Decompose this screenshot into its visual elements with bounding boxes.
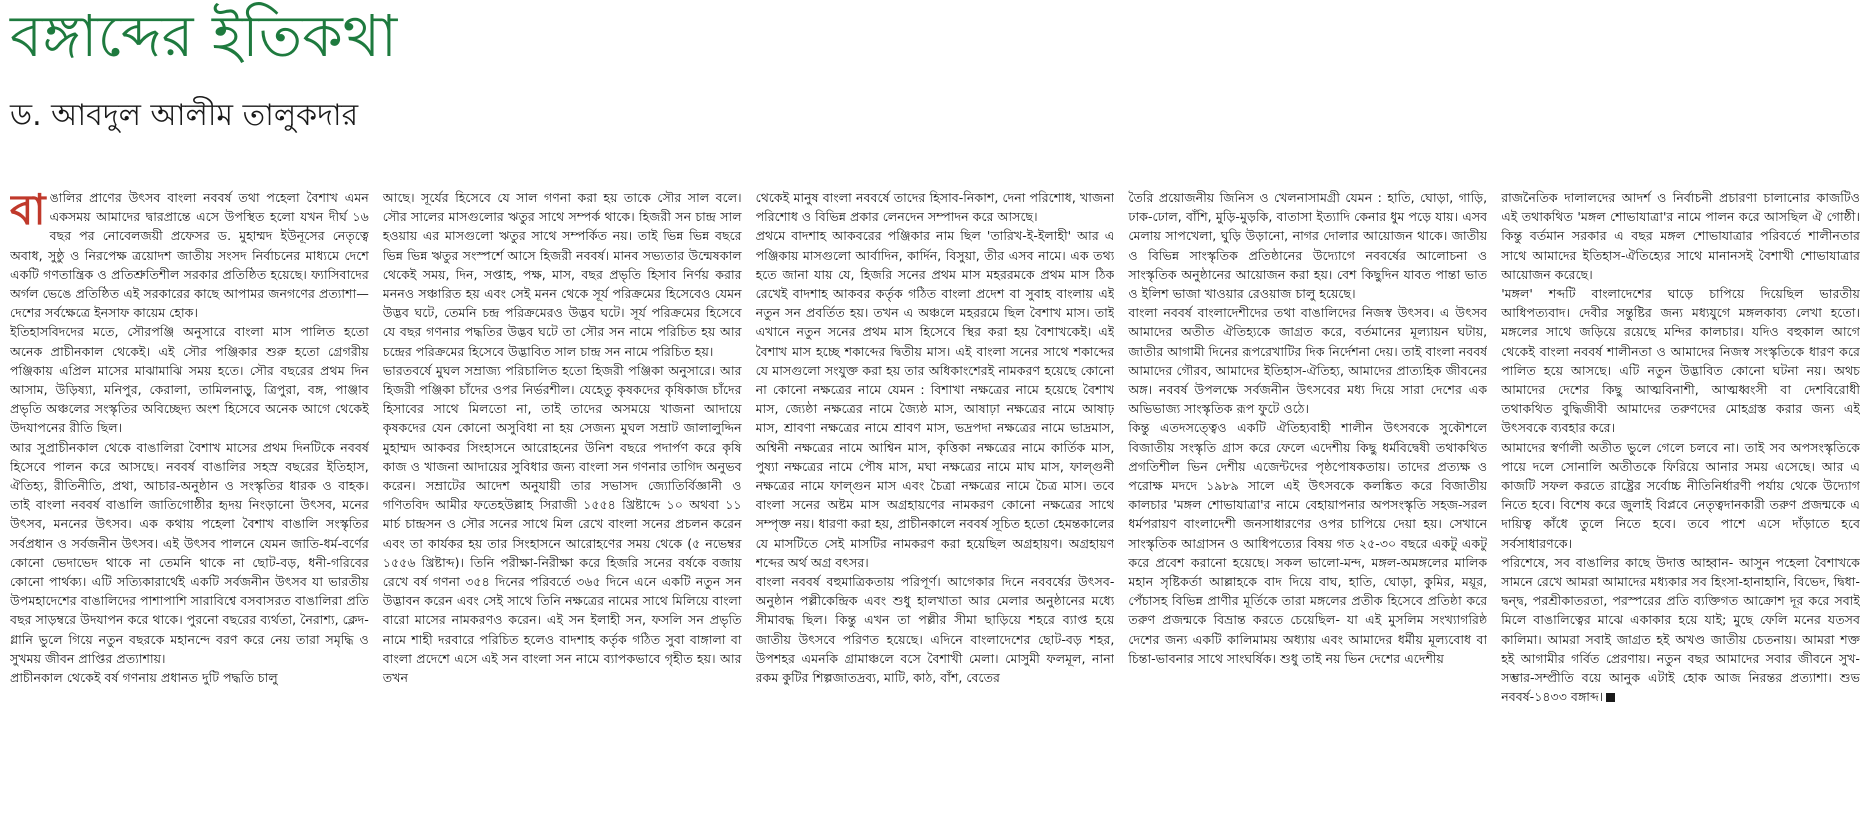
author-byline: ড. আবদুল আলীম তালুকদার <box>10 98 359 133</box>
paragraph <box>10 188 369 322</box>
paragraph: কিন্তু এতদসত্ত্বেও একটি ঐতিহ্যবাহী শালীন উৎসবকে সুকৌশলে বিজাতীয় সংস্কৃতি গ্রাস করে ফেলে এদেশীয় কিছু ধর্মবিদ্বেষী তথাকথিত প্রগতিশীল ভিন দেশীয় এজেন্টদের পৃষ্ঠপোষকতায়। তাদের প্রত্যক্ষ ও পরোক্ষ মদদে ১৯৮৯ সালে এই উৎসবকে কলঙ্কিত করে বিজাতীয় কালচার 'মঙ্গল শোভাযাত্রা'র নামে বেহায়াপনার অপসংস্কৃতি সহজ-সরল ধর্মপরায়ণ বাংলাদেশী জনসাধারণের ওপর চাপিয়ে দেয়া হয়। সেখানে সাংস্কৃতিক আগ্রাসন ও আধিপত্যের বিষয় গত ২৫-৩০ বছরে একটু একটু করে প্রবেশ করানো হয়েছে। সকল ভালো-মন্দ, মঙ্গল-অমঙ্গলের মালিক মহান সৃষ্টিকর্তা আল্লাহকে বাদ দিয়ে বাঘ, হাতি, ঘোড়া, কুমির, ময়ূর, পেঁচাসহ বিভিন্ন প্রাণীর মূর্তিকে তারা মঙ্গলের প্রতীক হিসেবে প্রতিষ্ঠা করে তরুণ প্রজন্মকে বিভ্রান্ত করতে চেয়েছিল- যা এই মুসলিম সংখ্যাগরিষ্ঠ দেশের জন্য একটি কালিমাময় অধ্যায় এবং আমাদের ধর্মীয় মূল্যবোধ বা চিন্তা-ভাবনার সাথে সাংঘর্ষিক। শুধু তাই নয় ভিন দেশের এদেশীয় <box>1128 420 1488 666</box>
paragraph: প্রাচীনকাল থেকেই বর্ষ গণনায় প্রধানত দুটি পদ্ধতি চালু <box>10 670 278 686</box>
paragraph: আমাদের স্বর্ণালী অতীত ভুলে গেলে চলবে না। তাই সব অপসংস্কৃতিকে পায়ে দলে সোনালি অতীতকে ফিরিয়ে আনার সময় এসেছে। আর এ কাজটি সফল করতে রাষ্ট্রের সর্বোচ্চ নীতিনির্ধারণী পর্যায় থেকে উদ্যোগ নিতে হবে। বিশেষ করে জুলাই বিপ্লবে নেতৃত্বদানকারী তরুণ প্রজন্মকে এ দায়িত্ব কাঁধে তুলে নিতে হবে। তবে পাশে এসে দাঁড়াতে হবে সর্বসাধারণকে। <box>1501 439 1860 551</box>
paragraph-text: ঙালির প্রাণের উৎসব বাংলা নববর্ষ তথা পহেলা বৈশাখ এমন একসময় আমাদের দ্বারপ্রান্তে এসে উপস্থিত হলো যখন দীর্ঘ ১৬ বছর পর নোবেলজয়ী প্রফেসর ড. মুহাম্মদ ইউনূসের নেতৃত্বে অবাধ, সুষ্ঠু ও নিরপেক্ষ ত্রয়োদশ জাতীয় সংসদ নির্বাচনের মাধ্যমে দেশে একটি গণতান্ত্রিক ও প্রতিশ্রুতিশীল সরকার প্রতিষ্ঠিত হয়েছে। ফ্যাসিবাদের অর্গল ভেঙে প্রতিষ্ঠিত এই সরকারের কাছে আপামর জনগণের প্রত্যাশা— দেশের সর্বক্ষেত্রে ইনসাফ কায়েম হোক। <box>10 190 369 321</box>
article-column-5 <box>1501 188 1860 833</box>
paragraph: ইতিহাসবিদদের মতে, সৌরপঞ্জি অনুসারে বাংলা মাস পালিত হতো অনেক প্রাচীনকাল থেকেই। এই সৌর পঞ্জিকার শুরু হতো গ্রেগরীয় পঞ্জিকায় এপ্রিল মাসের মাঝামাঝি সময় হতে। সৌর বছরের প্রথম দিন আসাম, উড়িষ্যা, মনিপুর, কেরালা, তামিলনাড়ু, ত্রিপুরা, বঙ্গ, পাঞ্জাব প্রভৃতি অঞ্চলের সংস্কৃতির অবিচ্ছেদ্য অংশ হিসেবে অনেক আগে থেকেই উদযাপনের রীতি ছিল। <box>10 324 369 436</box>
paragraph: ভারতবর্ষে মুঘল সম্রাজ্য পরিচালিত হতো হিজরী পঞ্জিকা অনুসারে। আর হিজরী পঞ্জিকা চাঁদের ওপর নির্ভরশীল। যেহেতু কৃষকদের কৃষিকাজ চাঁদের হিসাবের সাথে মিলতো না, তাই তাদের অসময়ে খাজনা আদায়ে কৃষকদের যেন কোনো অসুবিধা না হয় সেজন্য মুঘল সম্রাট জালালুদ্দিন মুহাম্মদ আকবর সিংহাসনে আরোহনের উনিশ বছরে পদার্পণ করে কৃষি কাজ ও খাজনা আদায়ের সুবিধার জন্য বাংলা সন গণনার তাগিদ অনুভব করেন। সম্রাটের আদেশ অনুযায়ী তার সভাসদ জ্যোতির্বিজ্ঞানী ও গণিতবিদ আমীর ফতেহউল্লাহ সিরাজী ১৫৫৪ খ্রিষ্টাব্দে ১০ অথবা ১১ মার্চ চান্দ্রসন ও সৌর সনের সাথে মিল রেখে বাংলা সনের প্রচলন করেন এবং তা কার্যকর হয় তার সিংহাসনে আরোহণের সময় থেকে (৫ নভেম্বর ১৫৫৬ খ্রিষ্টাব্দ)। তিনি পরীক্ষা-নিরীক্ষা করে হিজরি সনের বর্ষকে বজায় রেখে বর্ষ গণনা ৩৫৪ দিনের পরিবর্তে ৩৬৫ দিনে এনে একটি নতুন সন উদ্ভাবন করেন এবং সেই সাথে তিনি নক্ষত্রের নামের সাথে মিলিয়ে বাংলা বারো মাসের নামকরণও করেন। এই সন ইলাহী সন, ফসলি সন প্রভৃতি নামে শাহী দরবারে পরিচিত হলেও বাদশাহ কর্তৃক গঠিত সুবা বাঙ্গালা বা বাংলা প্রদেশে এসে এই সন বাংলা সন নামে ব্যাপকভাবে গৃহীত হয়। আর তখন <box>382 362 742 686</box>
paragraph: রাজনৈতিক দালালদের আদর্শ ও নির্বাচনী প্রচারণা চালানোর কাজটিও এই তথাকথিত 'মঙ্গল শোভাযাত্রা'র নামে পালন করে আসছিল ঐ গোষ্ঠী। কিন্তু বর্তমান সরকার এ বছর মঙ্গল শোভাযাত্রার পরিবর্তে শালীনতার সাথে আমাদের ইতিহাস-ঐতিহ্যের সাথে মানানসই বৈশাখী শোভাযাত্রার আয়োজন করেছে। <box>1501 190 1860 282</box>
paragraph: প্রথমে বাদশাহ আকবরের পঞ্জিকার নাম ছিল 'তারিখ-ই-ইলাহী' আর এ পঞ্জিকায় মাসগুলো আর্বাদিন, কার্দিন, বিসুয়া, তীর এসব নামে। এক তথ্য হতে জানা যায় যে, হিজরি সনের প্রথম মাস মহররমকে প্রথম মাস ঠিক রেখেই বাদশাহ আকবর কর্তৃক গঠিত বাংলা প্রদেশ বা সুবাহ বাংলায় এই নতুন সন প্রবর্তিত হয়। তখন এ অঞ্চলে মহররমে ছিল বৈশাখ মাস। তাই এখানে নতুন সনের প্রথম মাস হিসেবে স্থির করা হয় বৈশাখকেই। এই বৈশাখ মাস হচ্ছে শকাব্দের দ্বিতীয় মাস। এই বাংলা সনের সাথে শকাব্দের যে মাসগুলো সংযুক্ত করা হয় তার অধিকাংশেরই নামকরণ হয়েছে কোনো না কোনো নক্ষত্রের নামে যেমন : বিশাখা নক্ষত্রের নামে হয়েছে বৈশাখ মাস, জ্যেষ্ঠা নক্ষত্রের নামে জ্যৈষ্ঠ মাস, আষাঢ়া নক্ষত্রের নামে আষাঢ় মাস, শ্রাবণা নক্ষত্রের নামে শ্রাবণ মাস, ভদ্রপদা নক্ষত্রের নামে ভাদ্রমাস, অশ্বিনী নক্ষত্রের নামে আশ্বিন মাস, কৃত্তিকা নক্ষত্রের নামে কার্তিক মাস, পুষ্যা নক্ষত্রের নামে পৌষ মাস, মঘা নক্ষত্রের নামে মাঘ মাস, ফাল্গুনী নক্ষত্রের নামে ফাল্গুন মাস এবং চৈত্রা নক্ষত্রের নামে চৈত্র মাস। তবে বাংলা সনের অষ্টম মাস অগ্রহায়ণের নামকরণ কোনো নক্ষত্রের সাথে সম্পৃক্ত নয়। ধারণা করা হয়, প্রাচীনকালে নববর্ষ সূচিত হতো হেমন্তকালের যে মাসটিতে সেই মাসটির নামকরণ করা হয়েছিল অগ্রহায়ণ। অগ্রহায়ণ শব্দের অর্থ অগ্র বৎসর। <box>755 228 1115 570</box>
paragraph: থেকেই মানুষ বাংলা নববর্ষে তাদের হিসাব-নিকাশ, দেনা পরিশোধ, খাজনা পরিশোধ ও বিভিন্ন প্রকার লেনদেন সম্পাদন করে আসছে। <box>755 190 1115 225</box>
paragraph: 'মঙ্গল' শব্দটি বাংলাদেশের ঘাড়ে চাপিয়ে দিয়েছিল ভারতীয় আধিপত্যবাদ। দেবীর সন্তুষ্টির জন্য মধ্যযুগে মঙ্গলকাব্য লেখা হতো। মঙ্গলের সাথে জড়িয়ে রয়েছে মন্দির কালচার। যদিও বহুকাল আগে থেকেই বাংলা নববর্ষ শালীনতা ও আমাদের নিজস্ব সংস্কৃতিকে ধারণ করে পালিত হয়ে আসছে। এটি নতুন উদ্ভাবিত কোনো ঘটনা নয়। অথচ আমাদের দেশের কিছু আত্মবিনাশী, আত্মধ্বংসী বা দেশবিরোধী তথাকথিত বুদ্ধিজীবী আমাদের তরুণদের মোহগ্রস্ত করার জন্য এই উৎসবকে ব্যবহার করে। <box>1501 286 1860 436</box>
article-column-3 <box>756 188 1115 833</box>
paragraph: বাংলা নববর্ষ বহুমাত্রিকতায় পরিপূর্ণ। আগেকার দিনে নববর্ষের উৎসব-অনুষ্ঠান পল্লীকেন্দ্রিক এবং শুধু হালখাতা আর মেলার অনুষ্ঠানের মধ্যে সীমাবদ্ধ ছিল। কিন্তু এখন তা পল্লীর সীমা ছাড়িয়ে শহরে ব্যাপ্ত হয়ে জাতীয় উৎসবে পরিণত হয়েছে। এদিনে বাংলাদেশের ছোট-বড় শহর, উপশহর এমনকি গ্রামাঞ্চলে বসে বৈশাখী মেলা। মোসুমী ফলমূল, নানা রকম কুটির শিল্পজাতদ্রব্য, মাটি, কাঠ, বাঁশ, বেতের <box>755 574 1115 686</box>
paragraph: আছে। সূর্যের হিসেবে যে সাল গণনা করা হয় তাকে সৌর সাল বলে। সৌর সালের মাসগুলোর ঋতুর সাথে সম্পর্ক থাকে। হিজরী সন চান্দ্র সাল হওয়ায় এর মাসগুলো ঋতুর সাথে সম্পর্কিত নয়। তাই ভিন্ন ভিন্ন বছরে ভিন্ন ভিন্ন ঋতুর সংস্পর্শে আসে হিজরী নববর্ষ। মানব সভ্যতার উন্মেষকাল থেকেই সময়, দিন, সপ্তাহ, পক্ষ, মাস, বছর প্রভৃতি হিসাব নির্ণয় করার মননও সঞ্চারিত হয় এবং সেই মনন থেকে সূর্য পরিক্রমের হিসেবেও যেমন উদ্ভব ঘটে, তেমনি চন্দ্র পরিক্রমেরও উদ্ভব ঘটে। সূর্য পরিক্রমের হিসেবে যে বছর গণনার পদ্ধতির উদ্ভব ঘটে তা সৌর সন নামে পরিচিত হয় আর চন্দ্রের পরিক্রমের হিসেবে উদ্ভাবিত সাল চান্দ্র সন নামে পরিচিত হয়। <box>382 190 742 359</box>
paragraph: আর সুপ্রাচীনকাল থেকে বাঙালিরা বৈশাখ মাসের প্রথম দিনটিকে নববর্ষ হিসেবে পালন করে আসছে। নববর্ষ বাঙালির সহস্র বছরের ইতিহাস, ঐতিহ্য, রীতিনীতি, প্রথা, আচার-অনুষ্ঠান ও সংস্কৃতির ধারক ও বাহক। তাই বাংলা নববর্ষ বাঙালি জাতিগোষ্ঠীর হৃদয় নিংড়ানো উৎসব, মনের উৎসব, মননের উৎসব। এক কথায় পহেলা বৈশাখ বাঙালি সংস্কৃতির সর্বপ্রধান ও সর্বজনীন উৎসব। এই উৎসব পালনে যেমন জাতি-ধর্ম-বর্ণের কোনো ভেদাভেদ থাকে না তেমনি থাকে না ছোট-বড়, ধনী-গরিবের কোনো পার্থক্য। এটি সত্যিকারার্থেই একটি সর্বজনীন উৎসব যা ভারতীয় উপমহাদেশের বাঙালিদের পাশাপাশি সারাবিশ্বে বসবাসরত বাঙালিরা প্রতি বছর সাড়ম্বরে উদযাপন করে থাকে। পুরনো বছরের ব্যর্থতা, নৈরাশ্য, ক্লেদ-গ্লানি ভুলে গিয়ে নতুন বছরকে মহানন্দে বরণ করে নেয় তারা সমৃদ্ধি ও সুখময় জীবন প্রাপ্তির প্রত্যাশায়। <box>10 439 369 666</box>
article-column-2 <box>383 188 742 833</box>
paragraph-text: পরিশেষে, সব বাঙালির কাছে উদাত্ত আহ্বান- আসুন পহেলা বৈশাখকে সামনে রেখে আমরা আমাদের মধ্যকার সব হিংসা-হানাহানি, বিভেদ, দ্বিধা-দ্বন্দ্ব, পরশ্রীকাতরতা, পরস্পরের প্রতি ব্যক্তিগত আক্রোশ দূর করে সবাই মিলে বাঙালিত্বের মাঝে একাকার হয়ে যাই; মুছে ফেলি মনের যতসব কালিমা। আমরা সবাই জাগ্রত হই অখণ্ড জাতীয় চেতনায়। আমরা শক্ত হই আগামীর গর্বিত প্রেরণায়। নতুন বছর আমাদের সবার জীবনে সুখ-সম্ভার-সম্প্রীতি বয়ে আনুক এটাই হোক আজ নিরন্তর প্রত্যাশা। শুভ নববর্ষ-১৪৩৩ বঙ্গাব্দ। <box>1501 554 1860 705</box>
article-column-1 <box>10 188 369 833</box>
article-column-4 <box>1128 188 1487 833</box>
drop-cap: বা <box>10 188 46 234</box>
paragraph: বাংলা নববর্ষ বাংলাদেশীদের তথা বাঙালিদের নিজস্ব উৎসব। এ উৎসব আমাদের অতীত ঐতিহ্যকে জাগ্রত করে, বর্তমানের মূল্যায়ন ঘটায়, জাতীর আগামী দিনের রূপরেখাটির দিক নির্দেশনা দেয়। তাই বাংলা নববর্ষ আমাদের গৌরব, আমাদের ইতিহাস-ঐতিহ্য, আমাদের প্রাত্যহিক জীবনের অঙ্গ। নববর্ষ উপলক্ষে সর্বজনীন উৎসবের মধ্য দিয়ে সারা দেশের এক অভিভাজ্য সাংস্কৃতিক রূপ ফুটে ওঠে। <box>1128 305 1488 417</box>
article-body <box>10 188 1860 833</box>
end-of-article-square-icon <box>1606 693 1615 702</box>
paragraph: তৈরি প্রয়োজনীয় জিনিস ও খেলনাসামগ্রী যেমন : হাতি, ঘোড়া, গাড়ি, ঢাক-ঢোল, বাঁশি, মুড়ি-মুড়কি, বাতাসা ইত্যাদি কেনার ধুম পড়ে যায়। এসব মেলায় সাপখেলা, ঘুড়ি উড়ানো, নাগর দোলার আয়োজন থাকে। জাতীয় ও বিভিন্ন সাংস্কৃতিক প্রতিষ্ঠানের উদ্যোগে নববর্ষের আলোচনা ও সাংস্কৃতিক অনুষ্ঠানের আয়োজন করা হয়। বেশ কিছুদিন যাবত পান্তা ভাত ও ইলিশ ভাজা খাওয়ার রেওয়াজ চালু হয়েছে। <box>1128 190 1488 302</box>
article-title: বঙ্গাব্দের ইতিকথা <box>10 2 398 70</box>
paragraph <box>1501 553 1860 707</box>
